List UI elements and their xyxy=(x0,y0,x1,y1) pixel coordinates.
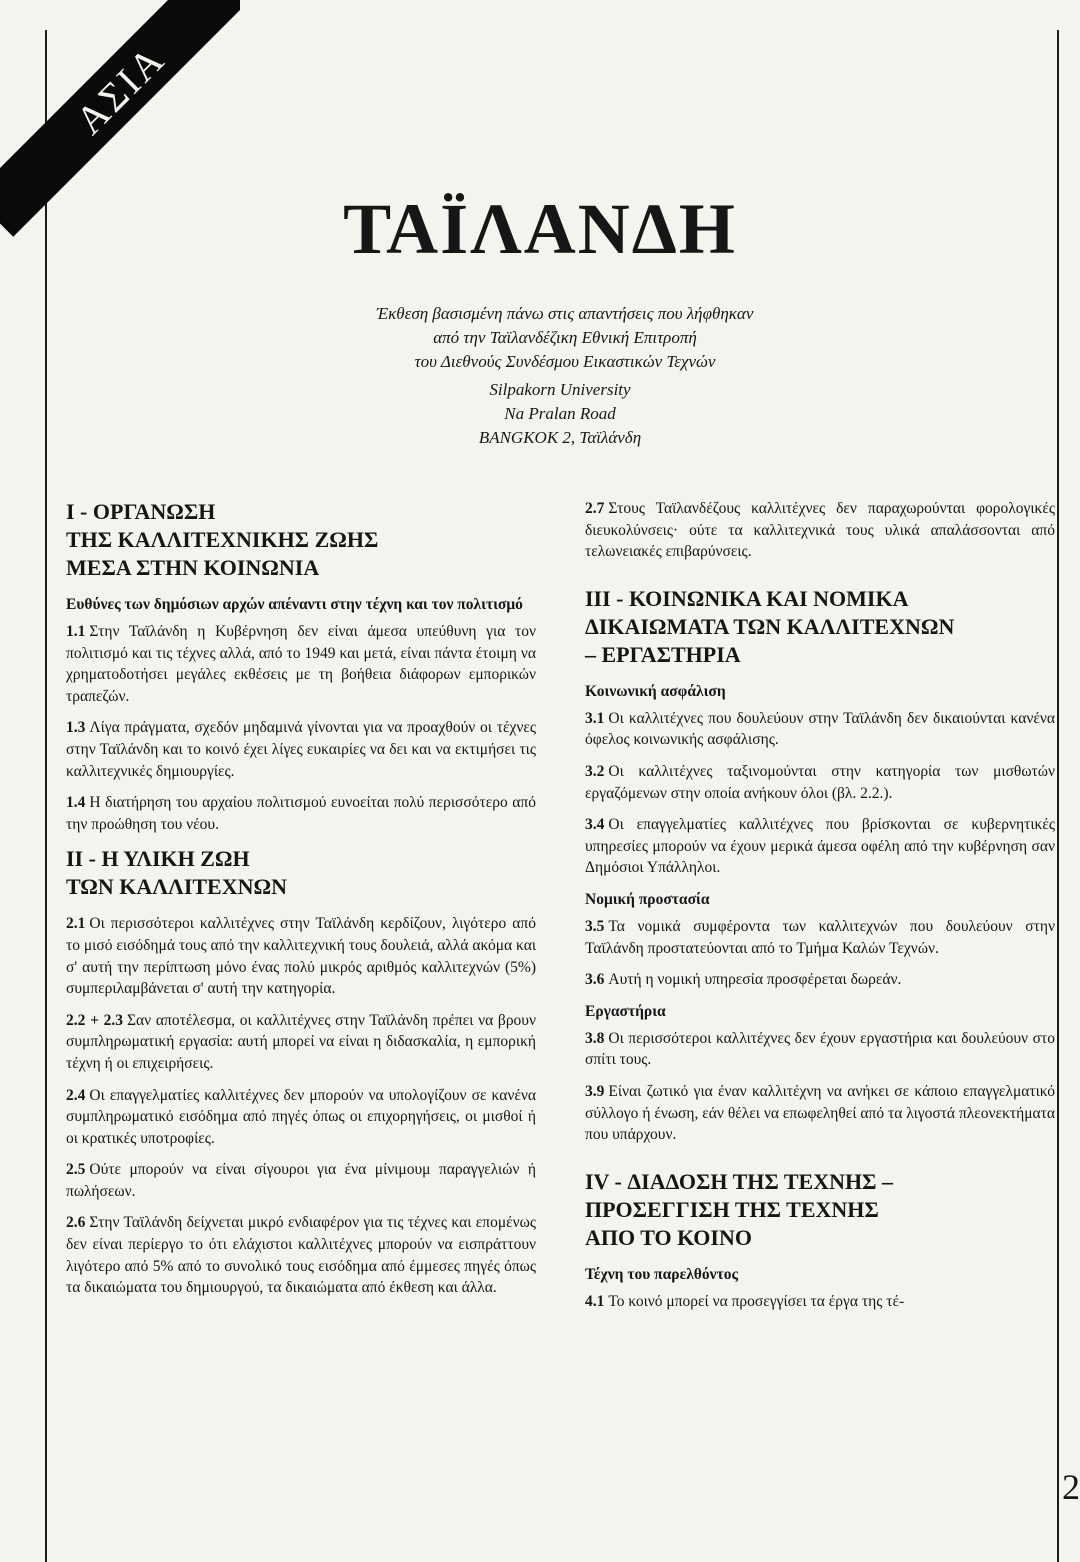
paragraph-number: 3.5 xyxy=(585,917,605,935)
page-title: ΤΑΪΛΑΝΔΗ xyxy=(343,189,737,269)
section-1-heading xyxy=(66,498,536,582)
paragraph-3-4 xyxy=(585,814,1055,879)
paragraph-2-5 xyxy=(66,1159,536,1202)
studios-subheading: Εργαστήρια xyxy=(585,1002,666,1020)
subtitle-line: Έκθεση βασισμένη πάνω στις απαντήσεις που λήφθηκαν xyxy=(376,304,754,323)
paragraph-text: Λίγα πράγματα, σχεδόν μηδαμινά γίνονται για να προαχθούν οι τέχνες στην Ταϊλάνδη και το κοινό έχει λίγες ευκαιρίες να δει και να εκτιμήσει τις καλλιτεχνικές δημιουργίες. xyxy=(66,719,536,780)
paragraph-number: 3.4 xyxy=(585,816,605,834)
paragraph-text: Ούτε μπορούν να είναι σίγουροι για ένα μίνιμουμ παραγγελιών ή πωλήσεων. xyxy=(66,1161,536,1200)
paragraph-text: Το κοινό μπορεί να προσεγγίσει τα έργα της τέ- xyxy=(608,1292,905,1310)
paragraph-number: 1.3 xyxy=(66,719,86,737)
paragraph-3-8 xyxy=(585,1028,1055,1071)
heading-line: ΙΙ - Η ΥΛΙΚΗ ΖΩΗ xyxy=(66,846,250,872)
paragraph-4-1 xyxy=(585,1291,1055,1313)
heading-line: ΠΡΟΣΕΓΓΙΣΗ ΤΗΣ ΤΕΧΝΗΣ xyxy=(585,1196,879,1222)
paragraph-text: Οι επαγγελματίες καλλιτέχνες δεν μπορούν να υπολογίζουν σε κανένα συμπληρωματικό εισόδημα από πηγές όπως οι επιχορηγήσεις, οι μισθοί ή οι κρατικές υποτροφίες. xyxy=(66,1086,536,1147)
paragraph-1-4 xyxy=(66,792,536,835)
page-number: 2 xyxy=(1062,1467,1080,1507)
paragraph-1-3 xyxy=(66,717,536,782)
address-block xyxy=(400,378,720,450)
heading-line: ΤΩΝ ΚΑΛΛΙΤΕΧΝΩΝ xyxy=(66,874,288,900)
section-3-heading xyxy=(585,585,1055,669)
paragraph-text: Είναι ζωτικό για έναν καλλιτέχνη να ανήκει σε κάποιο επαγγελματικό σύλλογο ή ένωση, εάν θέλει να επωφεληθεί από τα λιγοστά πλεονεκτήματα που υπάρχουν. xyxy=(585,1082,1055,1144)
heading-line: ΔΙΚΑΙΩΜΑΤΑ ΤΩΝ ΚΑΛΛΙΤΕΧΝΩΝ xyxy=(585,613,955,639)
heading-line: ΜΕΣΑ ΣΤΗΝ ΚΟΙΝΩΝΙΑ xyxy=(66,555,320,580)
paragraph-text: Σαν αποτέλεσμα, οι καλλιτέχνες στην Ταϊλάνδη πρέπει να βρουν συμπληρωματική εργασία: αυτή μπορεί να είναι η διδασκαλία, η εμπορική τέχνη ή οι επιχειρήσεις. xyxy=(66,1011,536,1072)
paragraph-number: 2.4 xyxy=(66,1086,86,1104)
paragraph-3-5 xyxy=(585,916,1055,959)
paragraph-2-6 xyxy=(66,1212,536,1298)
paragraph-number: 3.1 xyxy=(585,709,605,727)
paragraph-number: 2.2 + 2.3 xyxy=(66,1011,124,1029)
region-banner-label: ΑΣΙΑ xyxy=(66,35,174,143)
paragraph-text: Οι περισσότεροι καλλιτέχνες δεν έχουν εργαστήρια και δουλεύουν στο σπίτι τους. xyxy=(585,1029,1055,1069)
heading-line: ΙV - ΔΙΑΔΟΣΗ ΤΗΣ ΤΕΧΝΗΣ – xyxy=(585,1168,893,1194)
paragraph-2-4 xyxy=(66,1085,536,1150)
section-2-heading xyxy=(66,845,536,901)
paragraph-number: 3.2 xyxy=(585,762,605,780)
paragraph-3-6 xyxy=(585,969,1055,991)
paragraph-number: 2.7 xyxy=(585,500,605,517)
legal-protection-subheading: Νομική προστασία xyxy=(585,890,710,908)
paragraph-1-1 xyxy=(66,621,536,707)
paragraph-text: Στους Ταϊλανδέζους καλλιτέχνες δεν παραχωρούνται φορολογικές διευκολύνσεις· ούτε τα καλλιτεχνικά τους υλικά απαλάσσονται από τελωνειακές επιβαρύνσεις. xyxy=(585,500,1055,561)
paragraph-3-9 xyxy=(585,1081,1055,1146)
section-4-heading xyxy=(585,1168,1055,1252)
paragraph-number: 4.1 xyxy=(585,1292,605,1310)
paragraph-number: 3.9 xyxy=(585,1082,605,1100)
paragraph-number: 2.5 xyxy=(66,1161,86,1179)
subtitle-line: του Διεθνούς Συνδέσμου Εικαστικών Τεχνών xyxy=(414,352,716,371)
paragraph-number: 3.6 xyxy=(585,971,605,989)
paragraph-number: 1.4 xyxy=(66,794,86,812)
address-line: Silpakorn University xyxy=(489,380,631,399)
past-art-subheading: Τέχνη του παρελθόντος xyxy=(585,1265,739,1283)
section-1-subheading: Ευθύνες των δημόσιων αρχών απέναντι στην τέχνη και τον πολιτισμό xyxy=(66,596,523,613)
report-subtitle xyxy=(300,302,830,374)
paragraph-text: Τα νομικά συμφέροντα των καλλιτεχνών που δουλεύουν στην Ταϊλάνδη προστατεύονται από το Τμήμα Καλών Τεχνών. xyxy=(585,917,1055,957)
paragraph-text: Η διατήρηση του αρχαίου πολιτισμού ευνοείται πολύ περισσότερο από την προώθηση του νέου. xyxy=(66,794,536,833)
right-column xyxy=(585,498,1055,1322)
paragraph-2-7 xyxy=(585,498,1055,563)
paragraph-3-2 xyxy=(585,761,1055,804)
heading-line: – ΕΡΓΑΣΤΗΡΙΑ xyxy=(585,641,741,667)
address-line: BANGKOK 2, Ταϊλάνδη xyxy=(478,428,642,447)
paragraph-text: Αυτή η νομική υπηρεσία προσφέρεται δωρεάν. xyxy=(608,971,902,989)
paragraph-text: Στην Ταϊλάνδη δείχνεται μικρό ενδιαφέρον για τις τέχνες και επομένως δεν είναι περίεργο το ότι ελάχιστοι καλλιτέχνες μπορούν να εισπράττουν λιγότερο από 5% από το συνολικό τους εισόδημα από έμμεσες πηγές όπως τα δικαιώματα του δημιουργού, τα δικαιώματα από έκθεση και άλλα. xyxy=(66,1214,536,1297)
paragraph-text: Οι καλλιτέχνες ταξινομούνται στην κατηγορία των μισθωτών εργαζόμενων στην οποία ανήκουν όλοι (βλ. 2.2.). xyxy=(585,762,1055,802)
social-security-subheading: Κοινωνική ασφάλιση xyxy=(585,682,726,700)
paragraph-2-2 xyxy=(66,1010,536,1075)
paragraph-text: Οι περισσότεροι καλλιτέχνες στην Ταϊλάνδη κερδίζουν, λιγότερο από το μισό εισόδημά τους από την καλλιτεχνική τους δουλειά, αλλά ακόμα και σ' αυτή την περίπτωση μόνο ένας πολύ μικρός αριθμός καλλιτεχνών (5%) συμπεριλαμβάνεται σ' αυτή την κατηγορία. xyxy=(66,915,536,998)
paragraph-3-1 xyxy=(585,708,1055,751)
left-column xyxy=(66,498,536,1309)
subtitle-line: από την Ταϊλανδέζικη Εθνική Επιτροπή xyxy=(433,328,697,347)
heading-line: ΙΙΙ - ΚΟΙΝΩΝΙΚΑ ΚΑΙ ΝΟΜΙΚΑ xyxy=(585,585,909,611)
address-line: Na Pralan Road xyxy=(504,404,616,423)
paragraph-2-1 xyxy=(66,913,536,999)
paragraph-number: 1.1 xyxy=(66,623,86,640)
paragraph-text: Οι επαγγελματίες καλλιτέχνες που βρίσκονται σε κυβερνητικές υπηρεσίες μπορούν να έχουν μερικά άμεσα οφέλη από την κυβέρνηση σαν Δημόσιοι Υπάλληλοι. xyxy=(585,816,1055,877)
heading-line: ΑΠΟ ΤΟ ΚΟΙΝΟ xyxy=(585,1224,752,1250)
paragraph-number: 2.6 xyxy=(66,1214,86,1232)
paragraph-text: Οι καλλιτέχνες που δουλεύουν στην Ταϊλάνδη δεν δικαιούνται κανένα όφελος κοινωνικής ασφάλισης. xyxy=(585,709,1055,749)
paragraph-text: Στην Ταϊλάνδη η Κυβέρνηση δεν είναι άμεσα υπεύθυνη για τον πολιτισμό και τις τέχνες αλλά, από το 1949 και μετά, είναι πάντα έτοιμη να χρηματοδοτήσει μεγάλες εκθέσεις με τη βοήθεια διάφορων εμπορικών τραπεζών. xyxy=(66,623,536,705)
paragraph-number: 2.1 xyxy=(66,915,86,933)
heading-line: ΤΗΣ ΚΑΛΛΙΤΕΧΝΙΚΗΣ ΖΩΗΣ xyxy=(66,527,379,552)
paragraph-number: 3.8 xyxy=(585,1029,605,1047)
heading-line: Ι - ΟΡΓΑΝΩΣΗ xyxy=(66,499,216,524)
